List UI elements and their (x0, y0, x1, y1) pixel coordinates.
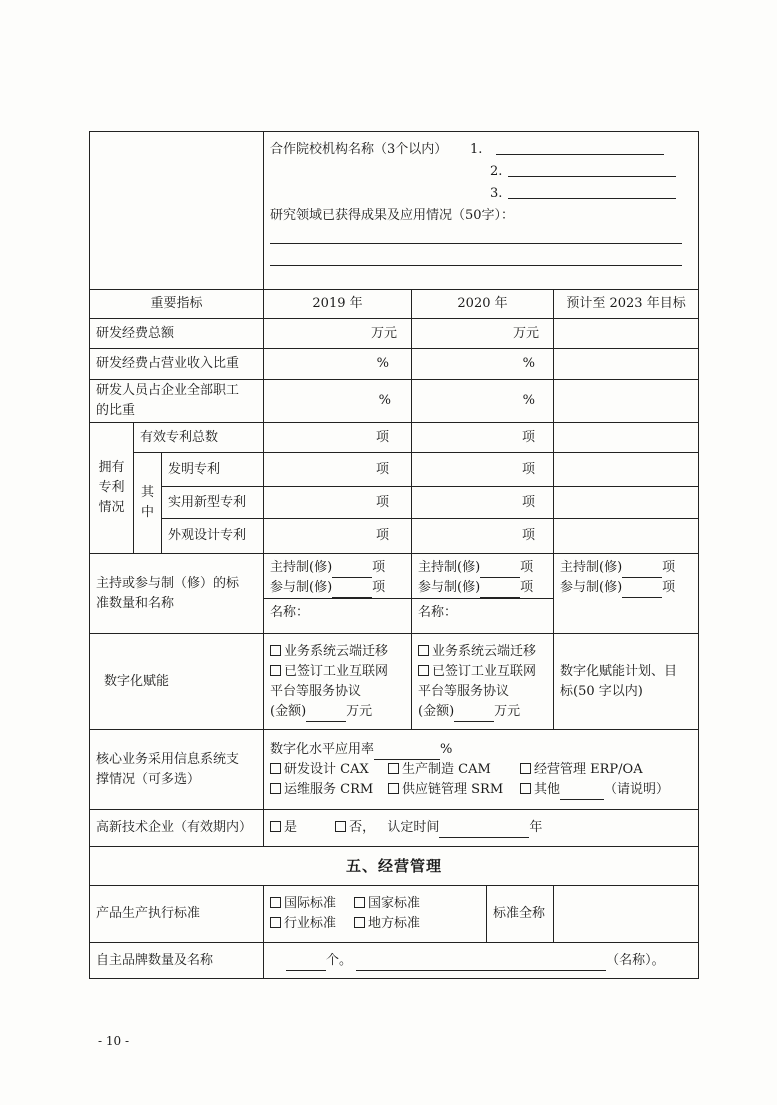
brand-name-field[interactable] (356, 956, 606, 971)
info-srm-checkbox[interactable] (388, 783, 399, 794)
standard-2019-join-unit: 项 (372, 580, 386, 595)
product-standard-label: 产品生产执行标准 (90, 886, 264, 943)
product-standard-row (90, 886, 699, 943)
coop-name-2-field[interactable] (508, 162, 676, 177)
coop-results-label: 研究领域已获得成果及应用情况（50字）： (270, 208, 515, 223)
patent-group-label (90, 423, 134, 554)
product-industry-label: 行业标准 (284, 916, 337, 931)
standard-target-join-label: 参与制(修) (560, 580, 623, 595)
standard-2020-host-label: 主持制(修) (418, 560, 481, 575)
patent-sub-label (134, 453, 162, 554)
digital-2020-amount-unit: 万元 (494, 703, 521, 719)
product-fullname-label: 标准全称 (493, 906, 546, 921)
info-crm-label: 运维服务 CRM (284, 781, 374, 797)
digital-2020-iiot-checkbox[interactable] (418, 665, 429, 676)
standard-2019-cell (264, 554, 412, 634)
info-rate-field[interactable] (374, 745, 440, 760)
patent-utility-label: 实用新型专利 (162, 487, 264, 519)
hightech-yes-checkbox[interactable] (270, 821, 281, 832)
hightech-time-label: 认定时间 (387, 820, 440, 835)
staff-ratio-row (90, 380, 699, 423)
patent-sub-label-1: 其 (140, 485, 154, 500)
standard-2020-host-unit: 项 (520, 560, 534, 575)
standard-2019-join-field[interactable] (332, 583, 372, 598)
digital-2020-amount-field[interactable] (454, 707, 494, 722)
brand-label: 自主品牌数量及名称 (90, 943, 264, 979)
patent-design-row (90, 519, 699, 554)
digital-2020-cloud-label: 业务系统云端迁移 (432, 643, 537, 659)
rd-total-2019[interactable]: 万元 (264, 319, 412, 349)
digital-2019-amount-field[interactable] (306, 707, 346, 722)
hightech-yes-label: 是 (284, 820, 298, 835)
patent-design-2020[interactable]: 项 (412, 519, 554, 554)
patent-utility-row (90, 487, 699, 519)
info-rate-unit: % (440, 741, 453, 757)
coop-row (90, 132, 699, 290)
patent-total-target[interactable] (554, 423, 699, 453)
standard-target-host-unit: 项 (662, 560, 676, 575)
coop-num-3: 3. (490, 186, 503, 201)
brand-row (90, 943, 699, 979)
patent-total-row (90, 423, 699, 453)
patent-utility-2020[interactable]: 项 (412, 487, 554, 519)
standard-2020-join-unit: 项 (520, 580, 534, 595)
coop-results-line-2[interactable] (270, 252, 682, 266)
enterprise-form-table (89, 131, 699, 979)
digital-2019-iiot-checkbox[interactable] (270, 665, 281, 676)
hightech-no-label: 否， (349, 820, 376, 835)
standard-2020-cell (412, 554, 554, 634)
hightech-content-cell (264, 810, 699, 847)
standard-2019-join-label: 参与制(修) (270, 580, 333, 595)
digital-2020-cloud-checkbox[interactable] (418, 645, 429, 656)
digital-2019-cloud-checkbox[interactable] (270, 645, 281, 656)
coop-name-1-field[interactable] (496, 140, 664, 155)
info-system-label-1: 核心业务采用信息系统支 (96, 751, 240, 767)
standard-target-cell (554, 554, 699, 634)
coop-label-cell (90, 132, 264, 290)
hightech-time-field[interactable] (439, 823, 529, 838)
patent-group-label-1: 拥有 (98, 460, 125, 475)
staff-ratio-target[interactable] (554, 380, 699, 423)
info-cam-label: 生产制造 CAM (402, 761, 491, 777)
rd-total-label: 研发经费总额 (90, 319, 264, 349)
info-crm-checkbox[interactable] (270, 783, 281, 794)
patent-utility-target[interactable] (554, 487, 699, 519)
product-local-label: 地方标准 (368, 916, 421, 931)
rd-total-target[interactable] (554, 319, 699, 349)
patent-total-label: 有效专利总数 (134, 423, 264, 453)
standard-target-host-label: 主持制(修) (560, 560, 623, 575)
standard-target-host-field[interactable] (622, 563, 662, 578)
digital-plan-label-2: 标(50 字以内) (560, 683, 643, 699)
indicator-header-row (90, 290, 699, 319)
header-2019: 2019 年 (264, 290, 412, 319)
header-target: 预计至 2023 年目标 (554, 290, 699, 319)
patent-group-label-3: 情况 (98, 500, 125, 515)
info-cax-checkbox[interactable] (270, 763, 281, 774)
section5-title: 五、经营管理 (90, 847, 699, 886)
info-erp-checkbox[interactable] (520, 763, 531, 774)
rd-ratio-2019[interactable]: % (264, 349, 412, 380)
digital-2020-amount-label: (金额) (418, 703, 455, 719)
standard-2019-host-label: 主持制(修) (270, 560, 333, 575)
section5-row (90, 847, 699, 886)
coop-names-label: 合作院校机构名称（3个以内） (270, 142, 448, 157)
coop-content-cell (264, 132, 699, 290)
staff-ratio-label-1: 研发人员占企业全部职工 (96, 383, 240, 398)
digital-2019-cloud-label: 业务系统云端迁移 (284, 643, 389, 659)
standard-2019-name[interactable]: 名称： (264, 598, 411, 633)
coop-num-1: 1. (470, 142, 483, 157)
coop-name-3-field[interactable] (508, 184, 676, 199)
digital-2020-agreement-label: 平台等服务协议 (418, 683, 510, 699)
header-2020: 2020 年 (412, 290, 554, 319)
digital-label: 数字化赋能 (90, 634, 264, 730)
standard-2019-host-unit: 项 (372, 560, 386, 575)
digital-row (90, 634, 699, 730)
staff-ratio-label-cell (90, 380, 264, 423)
standard-2019-host-field[interactable] (332, 563, 372, 578)
form-sheet (89, 131, 698, 979)
patent-invention-row (90, 453, 699, 487)
hightech-label: 高新技术企业（有效期内） (90, 810, 264, 847)
brand-count-unit: 个。 (326, 952, 353, 968)
digital-2019-amount-unit: 万元 (346, 703, 373, 719)
patent-invention-label: 发明专利 (162, 453, 264, 487)
hightech-no-checkbox[interactable] (335, 821, 346, 832)
standard-label-cell (90, 554, 264, 634)
patent-invention-2019[interactable]: 项 (264, 453, 412, 487)
standard-row (90, 554, 699, 634)
brand-content-cell (264, 943, 699, 979)
brand-count-field[interactable] (286, 956, 326, 971)
rd-ratio-row (90, 349, 699, 380)
rd-total-2020[interactable]: 万元 (412, 319, 554, 349)
digital-2020-cell (412, 634, 554, 730)
staff-ratio-2019[interactable]: % (264, 380, 412, 423)
page-number: - 10 - (98, 1034, 130, 1048)
info-system-row (90, 730, 699, 810)
staff-ratio-label-2: 的比重 (96, 403, 136, 418)
product-fullname-field[interactable] (554, 886, 699, 943)
digital-plan-label-1: 数字化赋能计划、目 (560, 663, 678, 679)
product-industry-checkbox[interactable] (270, 917, 281, 928)
info-system-label-cell (90, 730, 264, 810)
digital-2020-iiot-label: 已签订工业互联网 (432, 663, 537, 679)
patent-total-2020[interactable]: 项 (412, 423, 554, 453)
info-other-label: 其他 (534, 781, 561, 797)
coop-results-line-1[interactable] (270, 230, 682, 244)
standard-2020-name[interactable]: 名称： (412, 598, 553, 633)
standard-label-2: 准数量和名称 (96, 595, 175, 611)
info-other-checkbox[interactable] (520, 783, 531, 794)
product-intl-label: 国际标准 (284, 896, 337, 911)
info-other-field[interactable] (560, 785, 604, 800)
staff-ratio-2020[interactable]: % (412, 380, 554, 423)
info-cam-checkbox[interactable] (388, 763, 399, 774)
info-other-note: （请说明） (604, 781, 670, 797)
rd-ratio-target[interactable] (554, 349, 699, 380)
info-srm-label: 供应链管理 SRM (402, 781, 504, 797)
info-system-content-cell (264, 730, 699, 810)
standard-2020-join-field[interactable] (480, 583, 520, 598)
standard-target-join-field[interactable] (622, 583, 662, 598)
product-local-checkbox[interactable] (354, 917, 365, 928)
info-system-label-2: 撑情况（可多选） (96, 771, 201, 787)
info-rate-label: 数字化水平应用率 (270, 741, 375, 757)
hightech-year-unit: 年 (529, 820, 543, 835)
product-standard-options-cell (264, 886, 554, 943)
product-intl-checkbox[interactable] (270, 897, 281, 908)
patent-design-2019[interactable]: 项 (264, 519, 412, 554)
digital-2019-amount-label: (金额) (270, 703, 307, 719)
product-national-checkbox[interactable] (354, 897, 365, 908)
patent-sub-label-2: 中 (140, 505, 154, 520)
header-indicator: 重要指标 (90, 290, 264, 319)
standard-label-1: 主持或参与制（修）的标 (96, 575, 240, 591)
patent-invention-2020[interactable]: 项 (412, 453, 554, 487)
product-national-label: 国家标准 (368, 896, 421, 911)
standard-target-join-unit: 项 (662, 580, 676, 595)
patent-total-2019[interactable]: 项 (264, 423, 412, 453)
digital-plan-cell[interactable] (554, 634, 699, 730)
standard-2020-host-field[interactable] (480, 563, 520, 578)
hightech-row (90, 810, 699, 847)
info-cax-label: 研发设计 CAX (284, 761, 369, 777)
rd-ratio-2020[interactable]: % (412, 349, 554, 380)
brand-name-note: （名称）。 (606, 952, 665, 968)
standard-2020-join-label: 参与制(修) (418, 580, 481, 595)
patent-group-label-2: 专利 (98, 480, 125, 495)
rd-ratio-label: 研发经费占营业收入比重 (90, 349, 264, 380)
digital-2019-iiot-label: 已签订工业互联网 (284, 663, 389, 679)
digital-2019-cell (264, 634, 412, 730)
patent-design-label: 外观设计专利 (162, 519, 264, 554)
digital-2019-agreement-label: 平台等服务协议 (270, 683, 362, 699)
info-erp-label: 经营管理 ERP/OA (534, 761, 643, 777)
patent-design-target[interactable] (554, 519, 699, 554)
coop-num-2: 2. (490, 164, 503, 179)
rd-total-row (90, 319, 699, 349)
patent-utility-2019[interactable]: 项 (264, 487, 412, 519)
patent-invention-target[interactable] (554, 453, 699, 487)
